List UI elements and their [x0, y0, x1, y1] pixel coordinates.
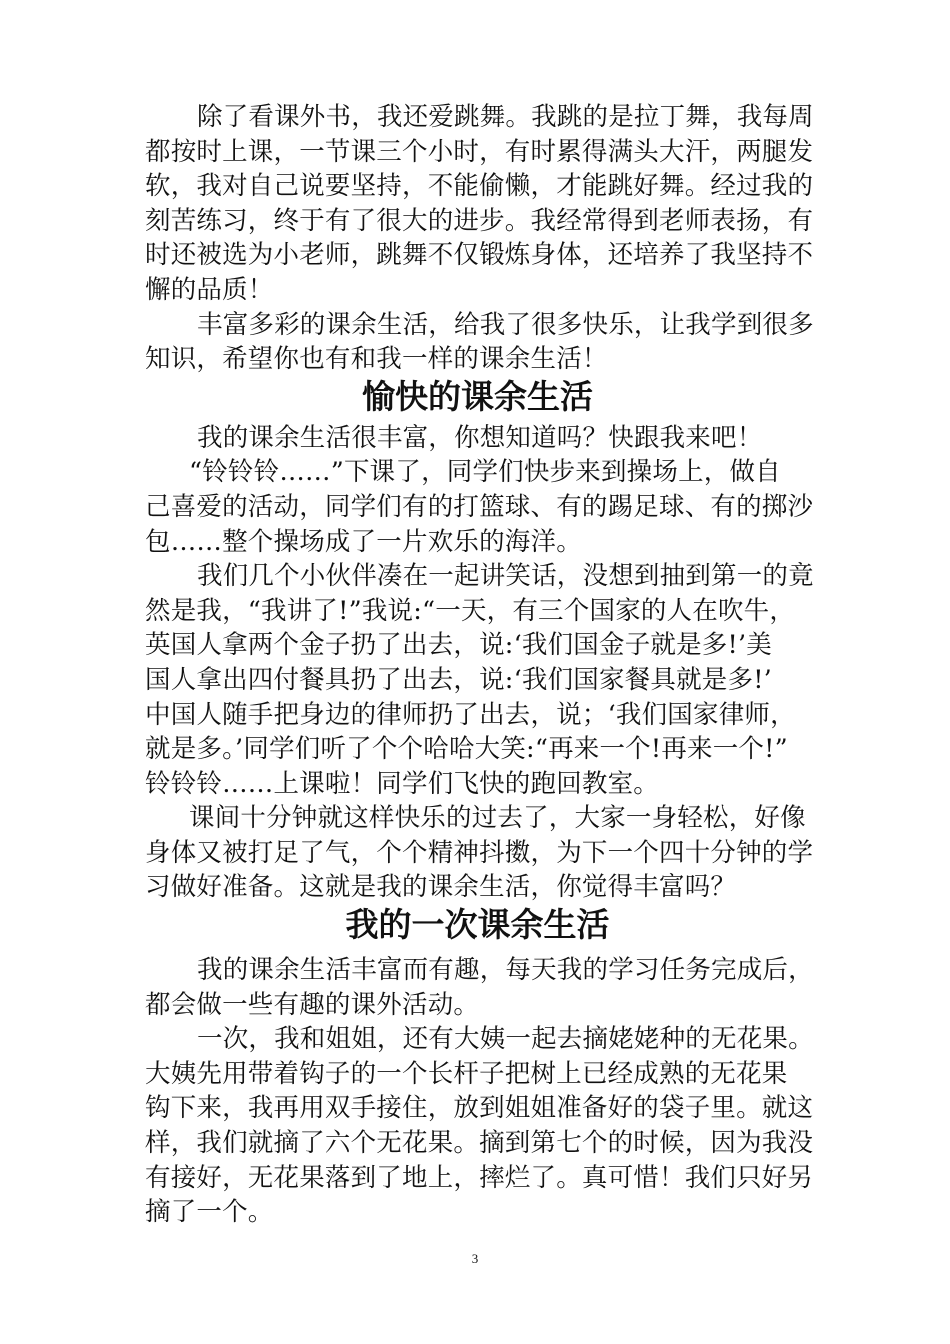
- paragraph-line: 习做好准备。这就是我的课余生活，你觉得丰富吗？: [145, 872, 737, 903]
- paragraph-line: “铃铃铃……”下课了，同学们快步来到操场上，做自: [189, 457, 781, 488]
- paragraph-line: 时还被选为小老师，跳舞不仅锻炼身体，还培养了我坚持不: [145, 240, 814, 271]
- paragraph-line: 摘了一个。: [145, 1197, 274, 1228]
- paragraph-line: 懈的品质！: [145, 274, 274, 305]
- paragraph-line: 英国人拿两个金子扔了出去，说:‘我们国金子就是多!’美: [145, 630, 772, 661]
- paragraph-line: 软，我对自己说要坚持，不能偷懒，才能跳好舞。经过我的: [145, 171, 814, 202]
- paragraph-line: 都按时上课，一节课三个小时，有时累得满头大汗，两腿发: [145, 136, 814, 167]
- intro-section: [145, 100, 814, 377]
- paragraph-line: 知识，希望你也有和我一样的课余生活！: [145, 344, 608, 375]
- paragraph-line: 中国人随手把身边的律师扔了出去，说；‘我们国家律师，: [145, 699, 796, 730]
- paragraph-line: 我的课余生活丰富而有趣，每天我的学习任务完成后，: [197, 955, 814, 986]
- paragraph-line: 就是多。’同学们听了个个哈哈大笑:“再来一个!再来一个!”: [145, 734, 788, 765]
- paragraph-line: 包……整个操场成了一片欢乐的海洋。: [145, 526, 582, 557]
- paragraph-line: 课间十分钟就这样快乐的过去了，大家一身轻松，好像: [189, 803, 806, 834]
- essay-body: [145, 953, 814, 1230]
- paragraph-line: 除了看课外书，我还爱跳舞。我跳的是拉丁舞，我每周: [197, 102, 814, 132]
- essay-title: 愉快的课余生活: [362, 376, 593, 416]
- essay-title: 我的一次课余生活: [345, 905, 610, 945]
- paragraph-line: 样，我们就摘了六个无花果。摘到第七个的时候，因为我没: [145, 1128, 814, 1159]
- paragraph-line: 己喜爱的活动，同学们有的打篮球、有的踢足球、有的掷沙: [145, 491, 814, 522]
- paragraph-line: 然是我，“我讲了!”我说:“一天，有三个国家的人在吹牛，: [145, 595, 796, 626]
- paragraph-line: 钩下来，我再用双手接住，放到姐姐准备好的袋子里。就这: [145, 1093, 814, 1124]
- paragraph-line: 国人拿出四付餐具扔了出去，说:‘我们国家餐具就是多!’: [145, 664, 772, 695]
- paragraph-line: 刻苦练习，终于有了很大的进步。我经常得到老师表扬，有: [145, 205, 814, 236]
- paragraph-line: 身体又被打足了气，个个精神抖擞，为下一个四十分钟的学: [145, 837, 814, 868]
- paragraph-line: 一次，我和姐姐，还有大姨一起去摘姥姥种的无花果。: [197, 1024, 814, 1055]
- paragraph-line: 铃铃铃……上课啦！同学们飞快的跑回教室。: [145, 768, 660, 799]
- paragraph-line: 我的课余生活很丰富，你想知道吗？快跟我来吧！: [197, 422, 763, 453]
- paragraph-line: 大姨先用带着钩子的一个长杆子把树上已经成熟的无花果: [145, 1058, 788, 1089]
- essay-body: [145, 421, 814, 905]
- page-number: 3: [471, 1251, 479, 1266]
- document-page: [145, 100, 814, 1230]
- paragraph-line: 丰富多彩的课余生活，给我了很多快乐，让我学到很多: [197, 309, 814, 340]
- paragraph-line: 都会做一些有趣的课外活动。: [145, 989, 480, 1020]
- paragraph-line: 我们几个小伙伴凑在一起讲笑话，没想到抽到第一的竟: [197, 561, 814, 592]
- paragraph-line: 有接好，无花果落到了地上，摔烂了。真可惜！我们只好另: [145, 1162, 814, 1193]
